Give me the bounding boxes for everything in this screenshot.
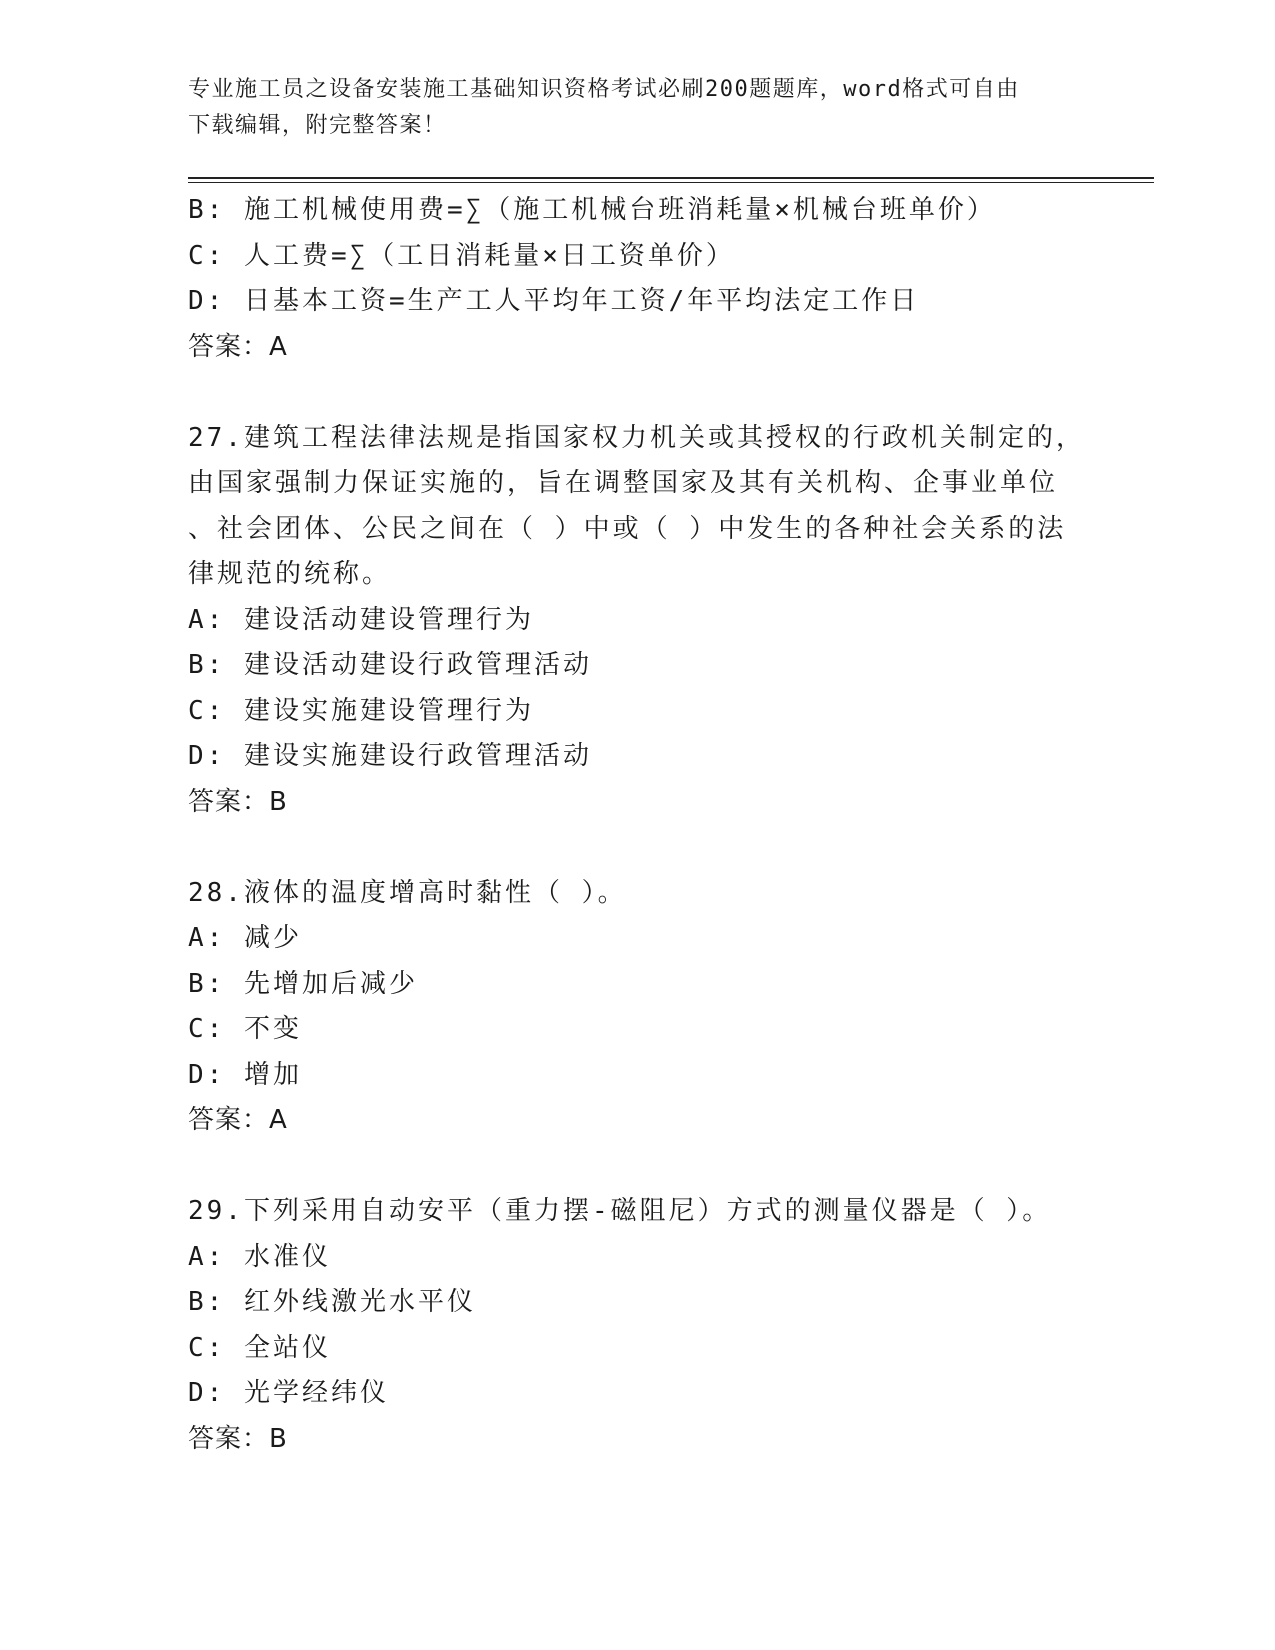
question-29: [188, 1189, 1088, 1462]
answer: 答案：B: [188, 786, 288, 817]
question-stem-line: 29.下列采用自动安平（重力摆-磁阻尼）方式的测量仪器是（ ）。: [188, 1196, 1052, 1226]
spacer: [188, 370, 1088, 416]
answer: 答案：A: [188, 1105, 288, 1135]
option-a: A: 水准仪: [188, 1241, 331, 1272]
option-d: D: 增加: [188, 1059, 302, 1090]
option-c: C: 建设实施建设管理行为: [188, 695, 534, 726]
question-27: [188, 416, 1088, 826]
option-a: A: 减少: [188, 923, 302, 953]
spacer: [188, 1144, 1088, 1190]
option-a: A: 建设活动建设管理行为: [188, 604, 534, 635]
option-c: C: 人工费=∑（工日消耗量×日工资单价）: [188, 240, 735, 271]
question-stem-line: 由国家强制力保证实施的，旨在调整国家及其有关机构、企事业单位: [188, 468, 1059, 498]
header-line-2: 下载编辑，附完整答案！: [188, 113, 447, 138]
question-stem-line: 、社会团体、公民之间在（ ）中或（ ）中发生的各种社会关系的法: [188, 513, 1067, 544]
option-b: B: 建设活动建设行政管理活动: [188, 650, 592, 680]
header-rule-thick: [188, 177, 1154, 179]
document-body: [188, 188, 1088, 1462]
page-header: [188, 72, 1088, 144]
question-stem-line: 28.液体的温度增高时黏性（ ）。: [188, 877, 627, 908]
spacer: [188, 825, 1088, 871]
option-b: B: 先增加后减少: [188, 968, 418, 999]
question-26-tail: [188, 188, 1088, 370]
answer: 答案：A: [188, 331, 288, 362]
option-d: D: 建设实施建设行政管理活动: [188, 741, 592, 771]
option-d: D: 光学经纬仪: [188, 1378, 389, 1408]
option-c: C: 全站仪: [188, 1332, 331, 1363]
option-c: C: 不变: [188, 1014, 302, 1044]
header-line-1: 专业施工员之设备安装施工基础知识资格考试必刷200题题库，word格式可自由: [188, 77, 1020, 102]
option-d: D: 日基本工资=生产工人平均年工资/年平均法定工作日: [188, 286, 920, 316]
question-stem-line: 27.建筑工程法律法规是指国家权力机关或其授权的行政机关制定的，: [188, 422, 1085, 453]
question-28: [188, 871, 1088, 1144]
header-rule-thin: [188, 182, 1154, 183]
answer: 答案：B: [188, 1423, 288, 1454]
option-b: B: 红外线激光水平仪: [188, 1287, 476, 1317]
question-stem-line: 律规范的统称。: [188, 559, 392, 589]
option-b: B: 施工机械使用费=∑（施工机械台班消耗量×机械台班单价）: [188, 195, 996, 225]
